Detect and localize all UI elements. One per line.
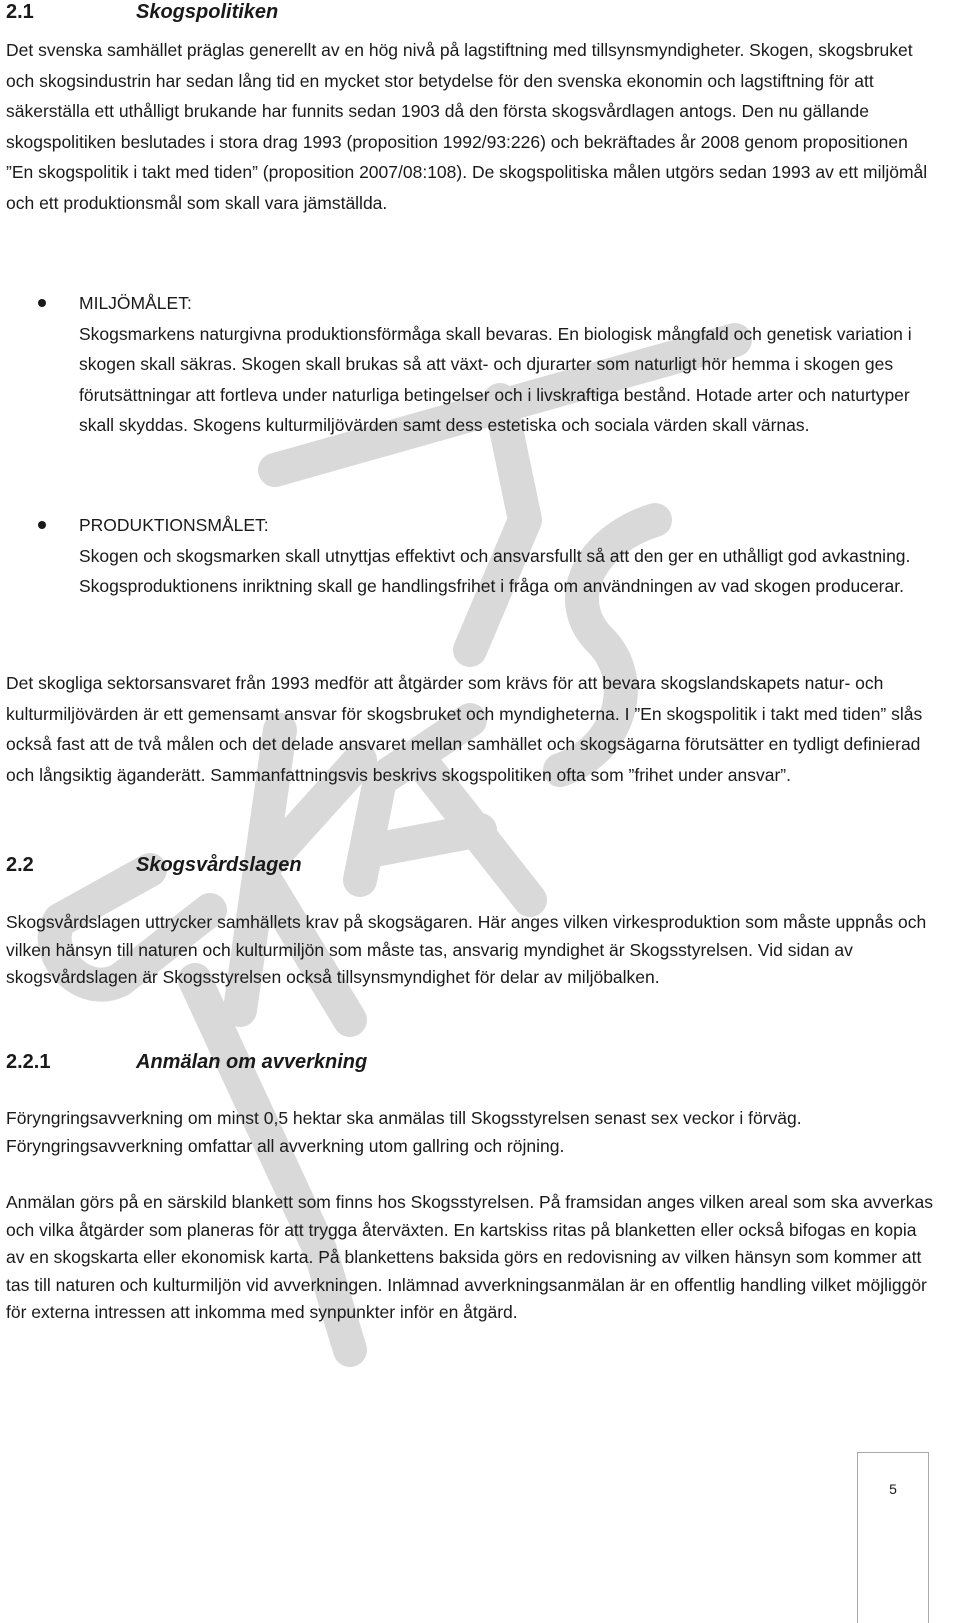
section-heading-2-2-1 [6,1050,367,1074]
goal-item-environment [79,288,939,441]
notification-paragraph-1 [6,1105,936,1160]
page-number: 5 [889,1481,897,1497]
section-title: Skogspolitiken [136,1,279,23]
intro-paragraph [6,35,936,218]
section-title: Anmälan om avverkning [136,1051,368,1073]
section-number: 2.1 [6,1,34,23]
closing-paragraph [6,668,936,790]
goal-heading: MILJÖMÅLET: [79,293,192,313]
goal-item-production [79,510,939,602]
section-number: 2.2.1 [6,1051,51,1073]
bullet-dot [38,299,46,307]
notification-paragraph-2 [6,1189,936,1327]
closing-text: Det skogliga sektorsansvaret från 1993 medför att åtgärder som krävs för att bevara skogslandskapets natur- och kulturmiljövärden är ett gemensamt ansvar för skogsbruket och myndigheterna. I ”En skogspolitik i takt med tiden” slås också fast att de två målen och det delade ansvaret mellan samhället och skogsägarna förutsätter en tydligt definierad och långsiktig äganderätt. Sammanfattningsvis beskrivs skogspolitiken ofta som ”frihet under ansvar”. [6,673,923,785]
law-text: Skogsvårdslagen uttrycker samhällets krav på skogsägaren. Här anges vilken virkesproduktion som måste uppnås och vilken hänsyn till naturen och kulturmiljön som måste tas, ansvarig myndighet är Skogsstyrelsen. Vid sidan av skogsvårdslagen är Skogsstyrelsen också tillsynsmyndighet för delar av miljöbalken. [6,912,927,987]
notification-text-2: Anmälan görs på en särskild blankett som finns hos Skogsstyrelsen. På framsidan anges vilken areal som ska avverkas och vilka åtgärder som planeras för att trygga återväxten. En kartskiss ritas på blanketten eller också bifogas en kopia av en skogskarta eller ekonomisk karta. På blankettens baksida görs en redovisning av vilken hänsyn som kommer att tas till naturen och kulturmiljön vid avverkningen. Inlämnad avverkningsanmälan är en offentlig handling vilket möjliggör för externa intressen att inkomma med synpunkter inför en åtgärd. [6,1192,933,1322]
page-number-box [857,1452,929,1623]
section-number: 2.2 [6,854,34,876]
notification-text-1: Föryngringsavverkning om minst 0,5 hektar ska anmälas till Skogsstyrelsen senast sex veckor i förväg. Föryngringsavverkning omfattar all avverkning utom gallring och röjning. [6,1108,802,1156]
intro-text: Det svenska samhället präglas generellt av en hög nivå på lagstiftning med tillsynsmyndigheter. Skogen, skogsbruket och skogsindustrin har sedan lång tid en mycket stor betydelse för den svenska ekonomin och lagstiftning för att säkerställa ett uthålligt brukande har funnits sedan 1903 då den första skogsvårdlagen antogs. Den nu gällande skogspolitiken beslutades i stora drag 1993 (proposition 1992/93:226) och bekräftades år 2008 genom propositionen ”En skogspolitik i takt med tiden” (proposition 2007/08:108). De skogspolitiska målen utgörs sedan 1993 av ett miljömål och ett produktionsmål som skall vara jämställda. [6,40,928,213]
goal-text: Skogsmarkens naturgivna produktionsförmåga skall bevaras. En biologisk mångfald och genetisk variation i skogen skall säkras. Skogen skall brukas så att växt- och djurarter som naturligt hör hemma i skogen ges förutsättningar att fortleva under naturliga betingelser och i livskraftiga bestånd. Hotade arter och naturtyper skall skyddas. Skogens kulturmiljövärden samt dess estetiska och sociala värden skall värnas. [79,323,912,435]
section-heading-2-1 [6,0,278,24]
section-heading-2-2 [6,853,302,877]
goal-text: Skogen och skogsmarken skall utnyttjas effektivt och ansvarsfullt så att den ger en uthålligt god avkastning. Skogsproduktionens inriktning skall ge handlingsfrihet i fråga om användningen av vad skogen producerar. [79,545,911,596]
section-title: Skogsvårdslagen [136,854,302,876]
law-paragraph [6,909,936,992]
goal-heading: PRODUKTIONSMÅLET: [79,515,269,535]
bullet-dot [38,521,46,529]
